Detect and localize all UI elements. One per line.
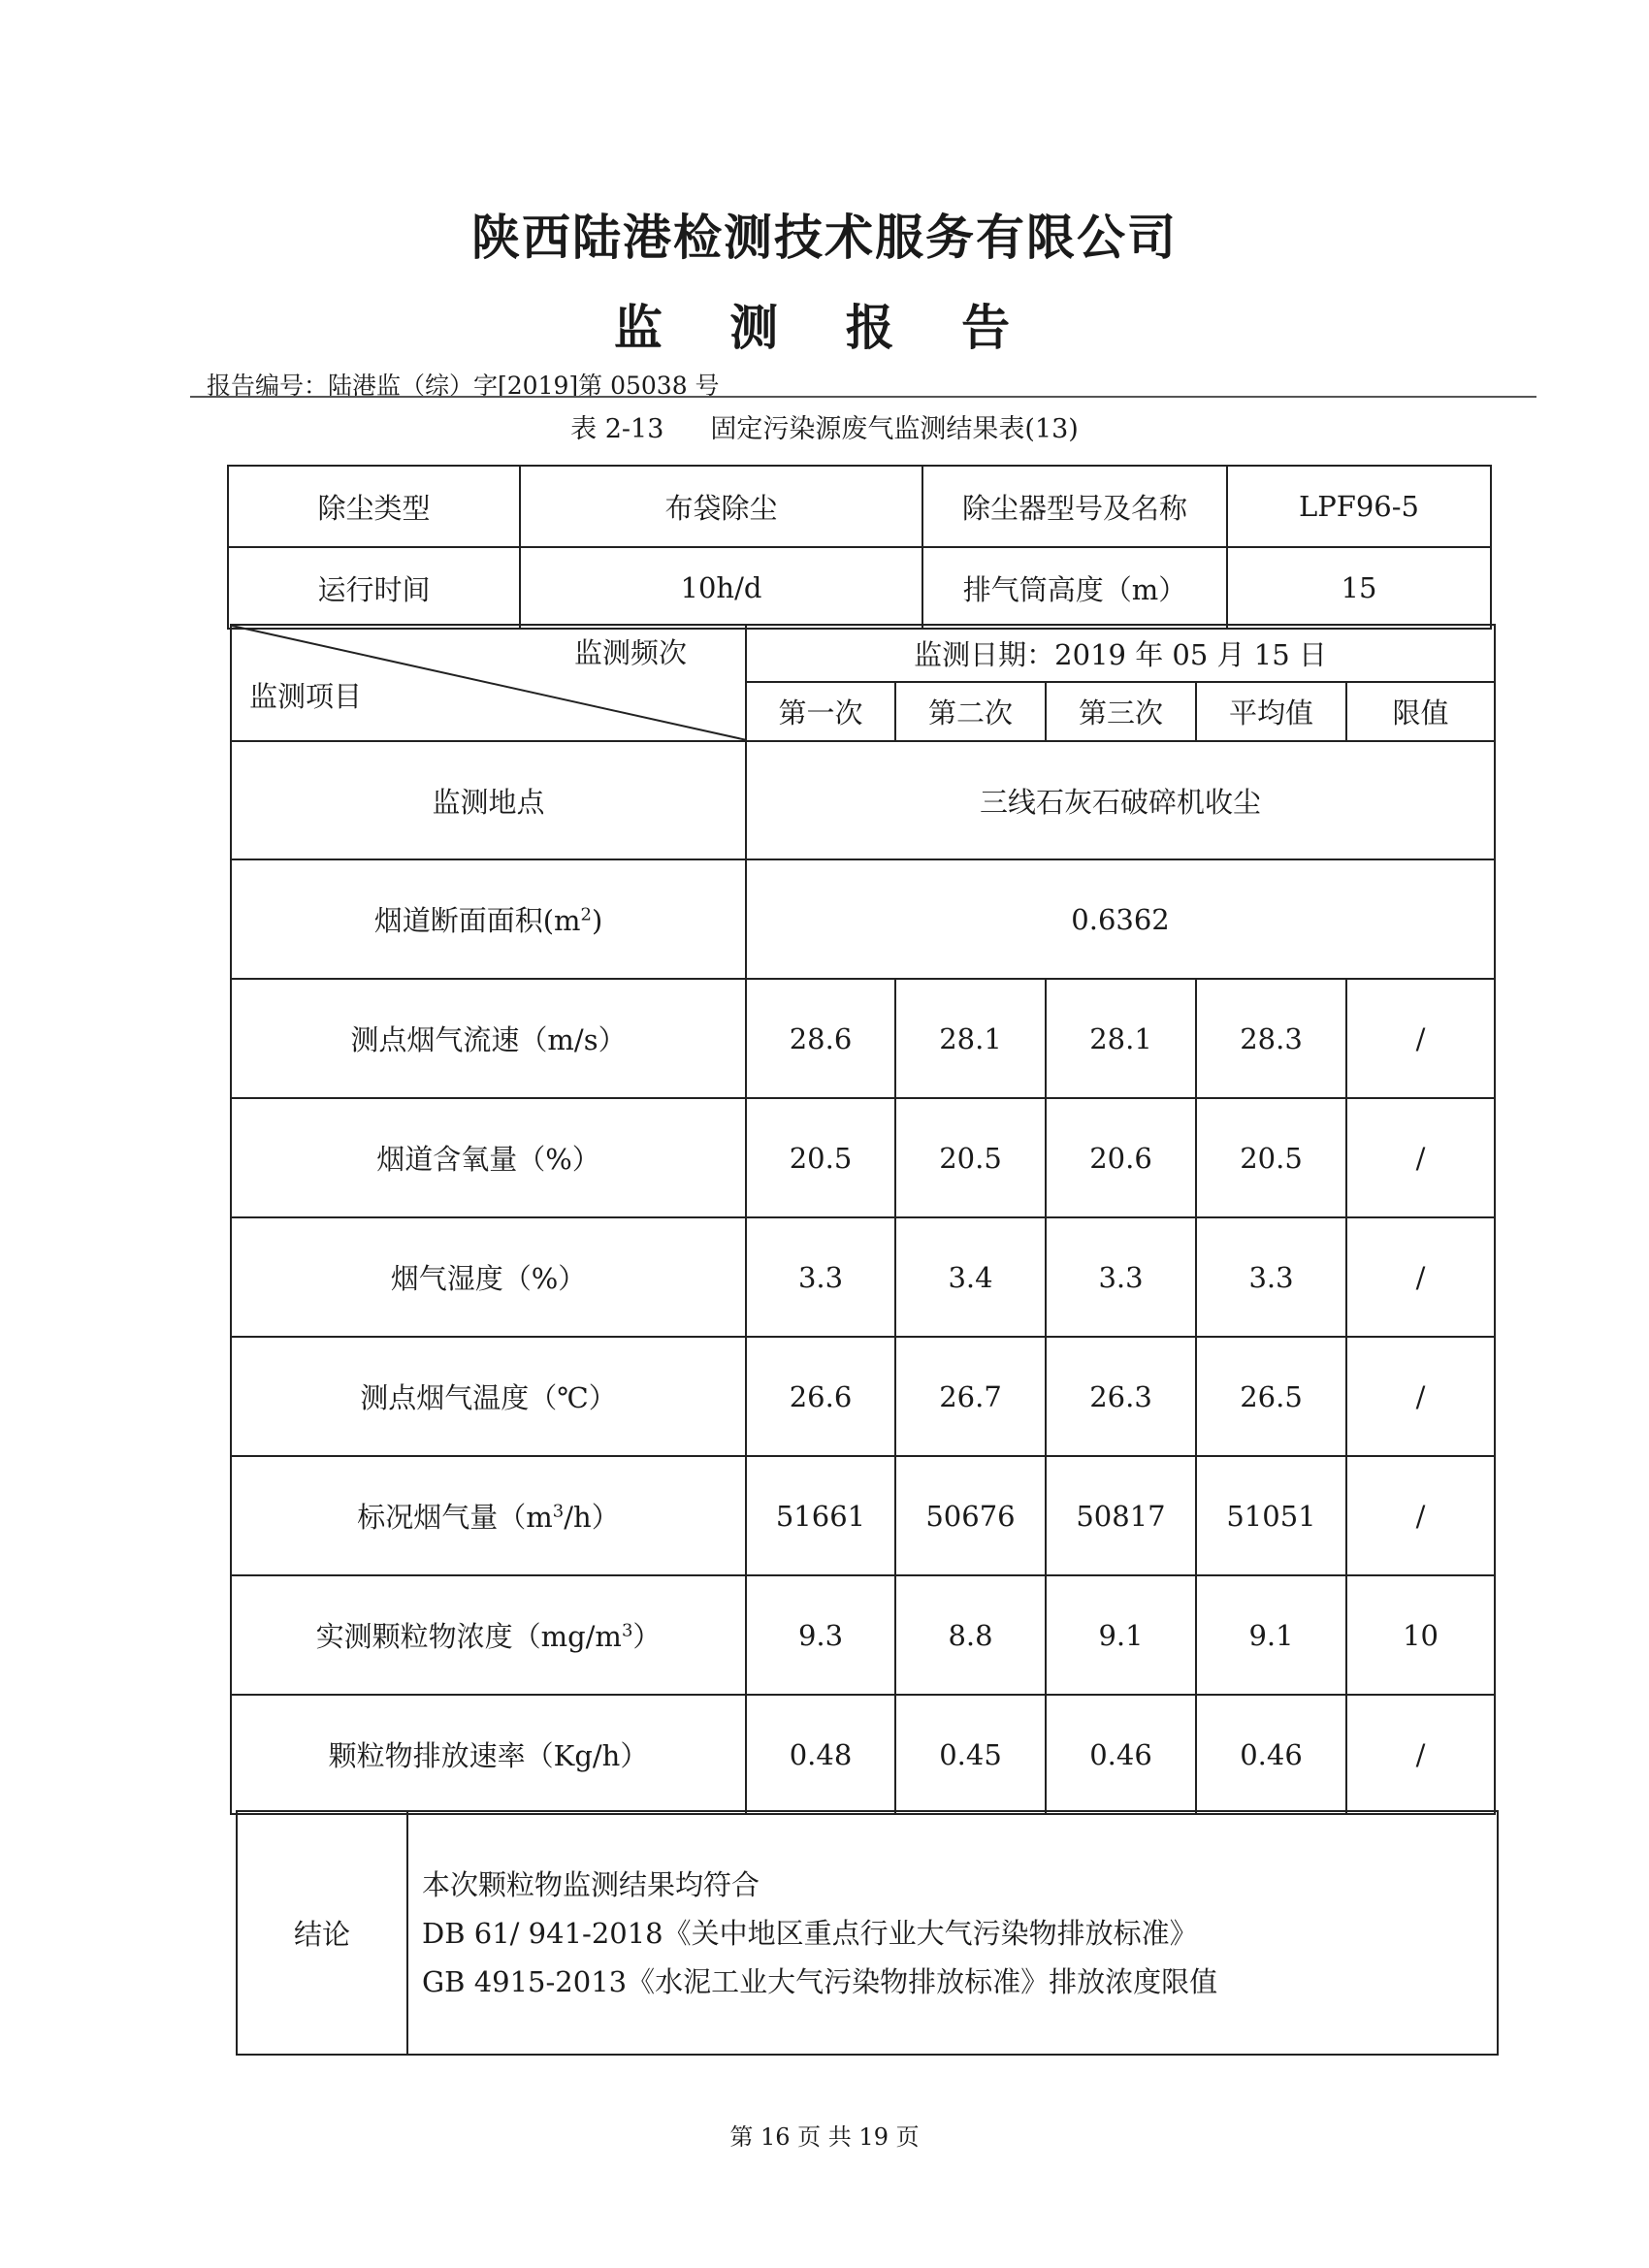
table-name: 固定污染源废气监测结果表(13): [710, 414, 1079, 444]
value-cell: 26.7: [895, 1337, 1046, 1456]
table-row: [231, 1098, 1495, 1217]
value-cell: 20.6: [1046, 1098, 1196, 1217]
value-cell: 28.1: [1046, 979, 1196, 1098]
report-title: 监 测 报 告: [613, 300, 1036, 356]
table-row: [231, 741, 1495, 859]
page-footer: 第 16 页 共 19 页: [729, 2123, 920, 2151]
value-cell: 3.3: [746, 1217, 895, 1337]
dust-type-label: 除尘类型: [228, 466, 520, 547]
conclusion-text: [407, 1811, 1498, 2055]
stack-height-label: 排气筒高度（m）: [922, 547, 1227, 629]
column-header: 第三次: [1046, 682, 1196, 741]
monitoring-date: 监测日期：2019 年 05 月 15 日: [746, 625, 1495, 682]
value-cell: 50817: [1046, 1456, 1196, 1575]
conclusion-line: 本次颗粒物监测结果均符合: [422, 1867, 760, 1901]
value-cell: /: [1346, 1456, 1495, 1575]
stack-height-value: 15: [1227, 547, 1491, 629]
value-cell: 28.3: [1196, 979, 1346, 1098]
company-name: 陕西陆港检测技术服务有限公司: [471, 210, 1178, 266]
value-cell: 9.1: [1046, 1575, 1196, 1695]
value-cell: 9.3: [746, 1575, 895, 1695]
area-value: 0.6362: [746, 859, 1495, 979]
value-cell: 0.45: [895, 1695, 1046, 1814]
table-row: [231, 979, 1495, 1098]
dust-type-value: 布袋除尘: [520, 466, 922, 547]
run-time-label: 运行时间: [228, 547, 520, 629]
report-number: 报告编号：陆港监（综）字[2019]第 05038 号: [207, 372, 720, 400]
value-cell: 20.5: [1196, 1098, 1346, 1217]
value-cell: /: [1346, 979, 1495, 1098]
value-cell: 28.1: [895, 979, 1046, 1098]
row-label: 实测颗粒物浓度$(mg/m^3)$: [231, 1575, 746, 1695]
header-rule: [190, 396, 1536, 398]
value-cell: /: [1346, 1337, 1495, 1456]
conclusion-line: DB 61/ 941-2018《关中地区重点行业大气污染物排放标准》: [422, 1916, 1198, 1950]
value-cell: 26.6: [746, 1337, 895, 1456]
table-row: [228, 547, 1491, 629]
value-cell: 10: [1346, 1575, 1495, 1695]
location-value: 三线石灰石破碎机收尘: [746, 741, 1495, 859]
column-header: 第一次: [746, 682, 895, 741]
value-cell: /: [1346, 1217, 1495, 1337]
header-row: [231, 625, 1495, 682]
value-cell: /: [1346, 1695, 1495, 1814]
column-header: 第二次: [895, 682, 1046, 741]
conclusion-line: GB 4915-2013《水泥工业大气污染物排放标准》排放浓度限值: [422, 1964, 1218, 1998]
value-cell: 28.6: [746, 979, 895, 1098]
monitoring-results-table: [230, 624, 1496, 1815]
conclusion-label: 结论: [237, 1811, 407, 2055]
column-header: 平均值: [1196, 682, 1346, 741]
table-row: [231, 859, 1495, 979]
value-cell: /: [1346, 1098, 1495, 1217]
row-label: 测点烟气流速（m/s）: [231, 979, 746, 1098]
collector-label: 除尘器型号及名称: [922, 466, 1227, 547]
location-label: 监测地点: [231, 741, 746, 859]
value-cell: 0.48: [746, 1695, 895, 1814]
item-label: 监测项目: [249, 680, 363, 713]
value-cell: 9.1: [1196, 1575, 1346, 1695]
value-cell: 20.5: [746, 1098, 895, 1217]
value-cell: 3.3: [1196, 1217, 1346, 1337]
row-label: 标况烟气量$(m^3/h)$: [231, 1456, 746, 1575]
value-cell: 51661: [746, 1456, 895, 1575]
table-row: [231, 1575, 1495, 1695]
area-label: 烟道断面面积$(m^2)$: [231, 859, 746, 979]
table-row: [231, 1695, 1495, 1814]
equipment-info-table: [227, 465, 1492, 630]
table-number: 表 2-13: [570, 414, 664, 444]
conclusion-table: [236, 1810, 1499, 2056]
value-cell: 20.5: [895, 1098, 1046, 1217]
column-header: 限值: [1346, 682, 1495, 741]
table-row: [228, 466, 1491, 547]
value-cell: 26.3: [1046, 1337, 1196, 1456]
table-row: [231, 1337, 1495, 1456]
value-cell: 3.4: [895, 1217, 1046, 1337]
row-label: 颗粒物排放速率（Kg/h）: [231, 1695, 746, 1814]
run-time-value: 10h/d: [520, 547, 922, 629]
value-cell: 3.3: [1046, 1217, 1196, 1337]
table-row: [231, 1456, 1495, 1575]
value-cell: 0.46: [1046, 1695, 1196, 1814]
table-row: [231, 1217, 1495, 1337]
frequency-label: 监测频次: [573, 636, 687, 669]
row-label: 测点烟气温度（℃）: [231, 1337, 746, 1456]
table-caption: [0, 407, 1649, 445]
value-cell: 0.46: [1196, 1695, 1346, 1814]
collector-value: LPF96-5: [1227, 466, 1491, 547]
value-cell: 26.5: [1196, 1337, 1346, 1456]
value-cell: 8.8: [895, 1575, 1046, 1695]
conclusion-row: [237, 1811, 1498, 2055]
row-label: 烟道含氧量（%）: [231, 1098, 746, 1217]
data-rows: [231, 979, 1495, 1814]
value-cell: 50676: [895, 1456, 1046, 1575]
row-label: 烟气湿度（%）: [231, 1217, 746, 1337]
value-cell: 51051: [1196, 1456, 1346, 1575]
diagonal-header-cell: [231, 625, 746, 741]
